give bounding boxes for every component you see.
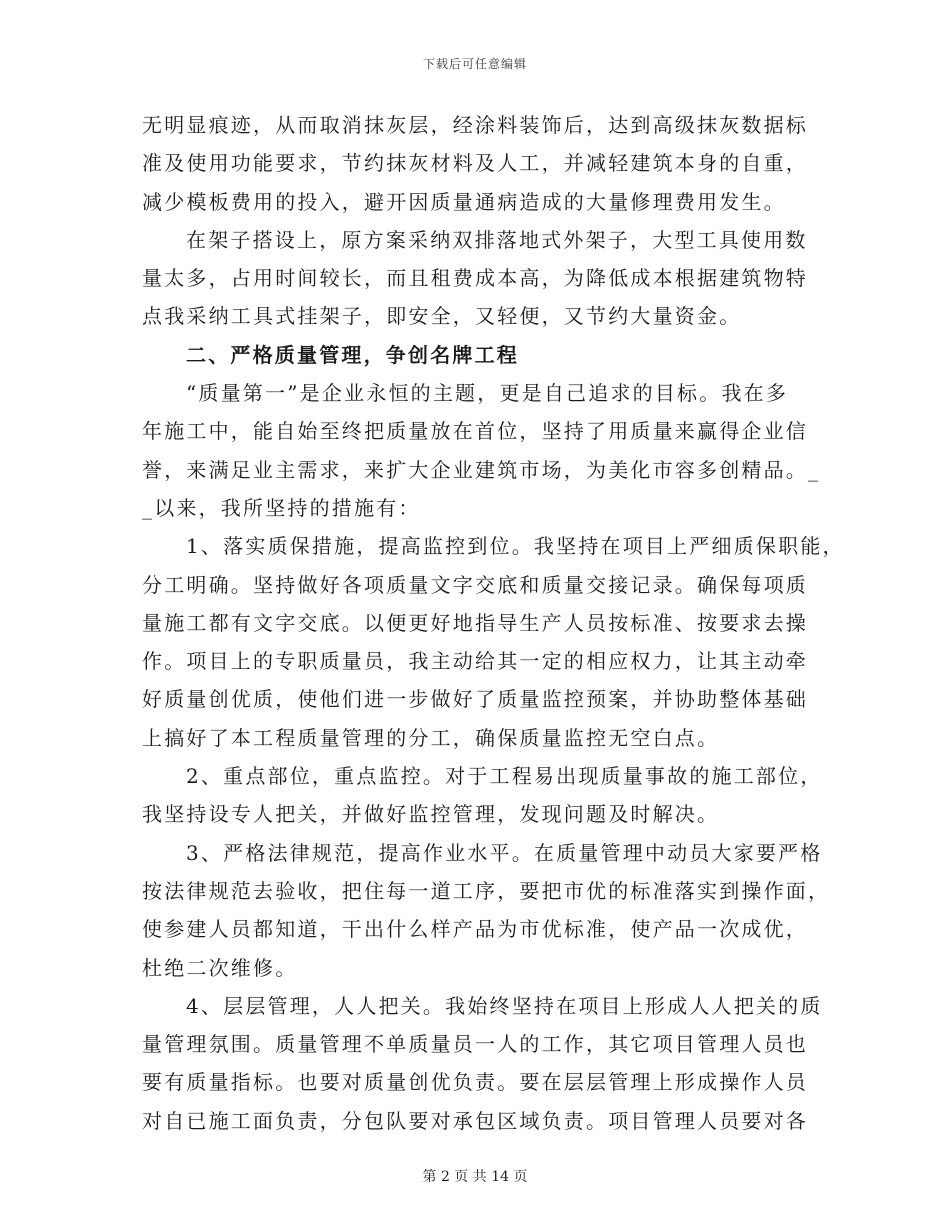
text-line: 1、落实质保措施，提高监控到位。我坚持在项目上严细质保职能， (186, 534, 845, 559)
text-line: 杜绝二次维修。 (142, 955, 298, 980)
text-line: 誉，来满足业主需求，来扩大企业建筑市场，为美化市容多创精品。_ (142, 457, 821, 482)
text-line: _以来，我所坚持的措施有： (142, 495, 421, 520)
text-line: 按法律规范去验收，把住每一道工序，要把市优的标准落实到操作面， (142, 878, 831, 903)
text-line: 3、严格法律规范，提高作业水平。在质量管理中动员大家要严格 (186, 840, 823, 865)
text-line: 对自已施工面负责，分包队要对承包区域负责。项目管理人员要对各 (142, 1108, 808, 1133)
text-line: 好质量创优质，使他们进一步做好了质量监控预案，并协助整体基础 (142, 687, 808, 712)
text-line: 使参建人员都知道，干出什么样产品为市优标准，使产品一次成优， (142, 917, 808, 942)
text-line: 在架子搭设上，原方案采纳双排落地式外架子，大型工具使用数 (186, 227, 808, 252)
section-heading: 二、严格质量管理，争创名牌工程 (186, 342, 519, 367)
text-line: 点我采纳工具式挂架子，即安全，又轻便，又节约大量资金。 (142, 304, 742, 329)
page-footer: 第 2 页 共 14 页 (422, 1169, 528, 1185)
text-line: “质量第一”是企业永恒的主题，更是自己追求的目标。我在多 (186, 381, 789, 406)
text-line: 无明显痕迹，从而取消抹灰层，经涂料装饰后，达到高级抹灰数据标 (142, 113, 808, 137)
text-line: 4、层层管理，人人把关。我始终坚持在项目上形成人人把关的质 (186, 993, 823, 1018)
text-line: 我坚持设专人把关，并做好监控管理，发现问题及时解决。 (142, 802, 720, 827)
text-line: 量管理氛围。质量管理不单质量员一人的工作，其它项目管理人员也 (142, 1032, 808, 1057)
text-line: 量太多，占用时间较长，而且租费成本高，为降低成本根据建筑物特 (142, 266, 808, 291)
text-line: 2、重点部位，重点监控。对于工程易出现质量事故的施工部位， (186, 764, 823, 789)
text-line: 分工明确。坚持做好各项质量文字交底和质量交接记录。确保每项质 (142, 572, 808, 597)
text-line: 作。项目上的专职质量员，我主动给其一定的相应权力，让其主动牵 (142, 649, 808, 674)
text-line: 要有质量指标。也要对质量创优负责。要在层层管理上形成操作人员 (142, 1070, 808, 1095)
text-line: 准及使用功能要求，节约抹灰材料及人工，并减轻建筑本身的自重， (142, 151, 808, 176)
page-header: 下载后可任意编辑 (422, 57, 527, 71)
text-line: 量施工都有文字交底。以便更好地指导生产人员按标准、按要求去操 (142, 610, 808, 635)
text-line: 年施工中，能自始至终把质量放在首位，坚持了用质量来赢得企业信 (142, 419, 808, 444)
document-body (142, 106, 845, 1140)
text-line: 上搞好了本工程质量管理的分工，确保质量监控无空白点。 (142, 725, 720, 750)
text-line: 减少模板费用的投入，避开因质量通病造成的大量修理费用发生。 (142, 189, 786, 214)
